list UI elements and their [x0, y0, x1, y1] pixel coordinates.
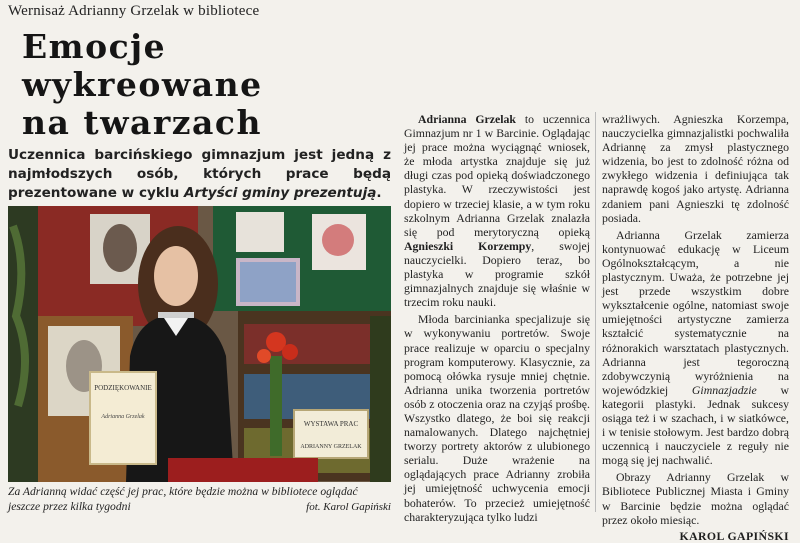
- col2-paragraph-3: Obrazy Adrianny Grzelak w Bibliotece Publicznej Miasta i Gminy w Barcinie będzie można oglądać przez około miesiąc.: [602, 470, 789, 527]
- article-photo: [8, 206, 391, 482]
- article-column-2: [602, 112, 789, 543]
- article-author: KAROL GAPIŃSKI: [679, 528, 789, 543]
- photo-caption: [8, 485, 391, 514]
- photo-illustration: [8, 206, 391, 482]
- subject-name: Adrianna Grzelak: [418, 112, 516, 126]
- lead-text: Uczennica barcińskiego gimnazjum jest jedną z najmłodszych osób, których prace będą prezentowane w cyklu: [8, 147, 391, 201]
- col2-p2-text-b: w kategorii plastyki. Jednak sukcesy osiąga też i w szachach, i w siatkówce, i w tenisie stołowym. Jest bardzo dobrą uczennicą i nauczyciele z reguły nie mogą się jej nachwalić.: [602, 382, 790, 468]
- col1-p1-text-b: , swojej nauczycielki. Dopiero teraz, bo plastyka w programie szkół gimnazjalnych znajduje się właśnie w trzecim roku nauki.: [404, 238, 590, 310]
- teacher-name: Agnieszki Korzempy: [404, 238, 532, 253]
- sign-name: ADRIANNY GRZELAK: [300, 444, 362, 450]
- diploma-title: PODZIĘKOWANIE: [94, 384, 152, 392]
- headline-line-3: na twarzach: [22, 103, 262, 142]
- article-column-1: [404, 112, 590, 524]
- col1-paragraph-1: [404, 112, 590, 309]
- col1-p1-text-a: to uczennica Gimnazjum nr 1 w Barcinie. Oglądając jej prace można wyciągnąć wniosek, że młoda artystka znajduje się już długi czas pod opieką doświadczonego plastyka. W rzeczywistości jest dopiero w trzeciej klasie, a w tym roku szkolnym Adrianna Grzelak znalazła się pod merytoryczną opieką: [404, 112, 590, 239]
- col2-paragraph-1: wrażliwych. Agnieszka Korzempa, nauczycielka gimnazjalistki pochwaliła Adriannę za zmysł plastycznego widzenia, bo jest to zdolność różna od zwykłego widzenia i definiująca tak naprawdę kogoś jako artystę. Adrianna zdaniem pani Agnieszki tę zdolność posiada.: [602, 112, 789, 225]
- lead-cycle-name: Artyści gminy prezentują: [183, 185, 377, 201]
- article-lead: [8, 146, 391, 203]
- col2-p2-text-a: Adrianna Grzelak zamierza kontynuować edukację w Liceum Ogólnokształcącym, a nie plastycznym. Uważa, że potrzebne jej jest przede wszystkim dobre wykształcenie ogólne, natomiast swoje umiejętności artystyczne zamierza kształcić systematycznie na różnorakich warsztatach plastycznych. Adrianna jest tegoroczną zdobywczynią wyróżnienia na wojewódzkiej: [602, 227, 789, 397]
- article-headline: [22, 28, 402, 142]
- caption-text: Za Adrianną widać część jej prac, które będzie można w bibliotece oglądać jeszcze przez kilka tygodni: [8, 485, 358, 513]
- article-kicker: Wernisaż Adrianny Grzelak w bibliotece: [8, 3, 260, 19]
- diploma-name: Adrianna Grzelak: [101, 414, 145, 420]
- headline-line-1: Emocje: [22, 27, 167, 66]
- column-divider: [595, 112, 596, 512]
- sign-title: WYSTAWA PRAC: [303, 420, 359, 428]
- col1-paragraph-2: Młoda barcinianka specjalizuje się w wykonywaniu portretów. Swoje prace realizuje w oparciu o specjalny program komputerowy. Klasycznie, za pomocą ołówka rysuje mniej chętnie. Adrianna unika tworzenia portretów osób z otoczenia oraz na czyjąś prośbę. Wszystko dlatego, że boi się reakcji namalowanych. Dlatego najchętniej tworzy portrety aktorów z ulubionego serialu. Duże wrażenie na oglądających prace Adrianny zrobiła jej umiejętność uchwycenia emocji bohaterów. To przecież umiejętność charakteryzująca tylko ludzi: [404, 312, 590, 524]
- headline-line-2: wykreowane: [22, 65, 263, 104]
- lead-end: .: [376, 185, 382, 201]
- photo-credit: fot. Karol Gapiński: [306, 500, 391, 513]
- contest-name: Gimnazjadzie: [691, 382, 757, 397]
- col2-paragraph-2: [602, 228, 789, 468]
